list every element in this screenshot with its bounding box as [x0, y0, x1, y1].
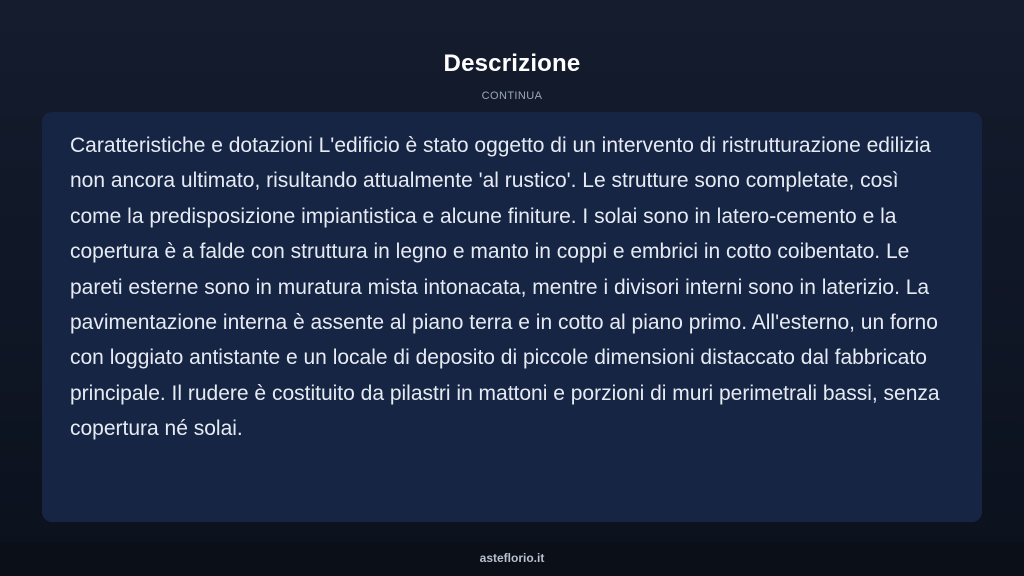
description-text: Caratteristiche e dotazioni L'edificio è stato oggetto di un intervento di ristrutturazione edilizia non ancora ultimato, risultando attualmente 'al rustico'. Le strutture sono completate, così come la predisposizione impiantistica e alcune finiture. I solai sono in latero-cemento e la copertura è a falde con struttura in legno e manto in coppi e embrici in cotto coibentato. Le pareti esterne sono in muratura mista intonacata, mentre i divisori interni sono in laterizio. La pavimentazione interna è assente al piano terra e in cotto al piano primo. All'esterno, un forno con loggiato antistante e un locale di deposito di piccole dimensioni distaccato dal fabbricato principale. Il rudere è costituito da pilastri in mattoni e porzioni di muri perimetrali bassi, senza copertura né solai.	[70, 134, 940, 441]
footer-brand: asteflorio.it	[479, 551, 545, 565]
page-subtitle: CONTINUA	[481, 90, 543, 102]
page-title: Descrizione	[443, 50, 581, 77]
description-card	[42, 112, 982, 522]
